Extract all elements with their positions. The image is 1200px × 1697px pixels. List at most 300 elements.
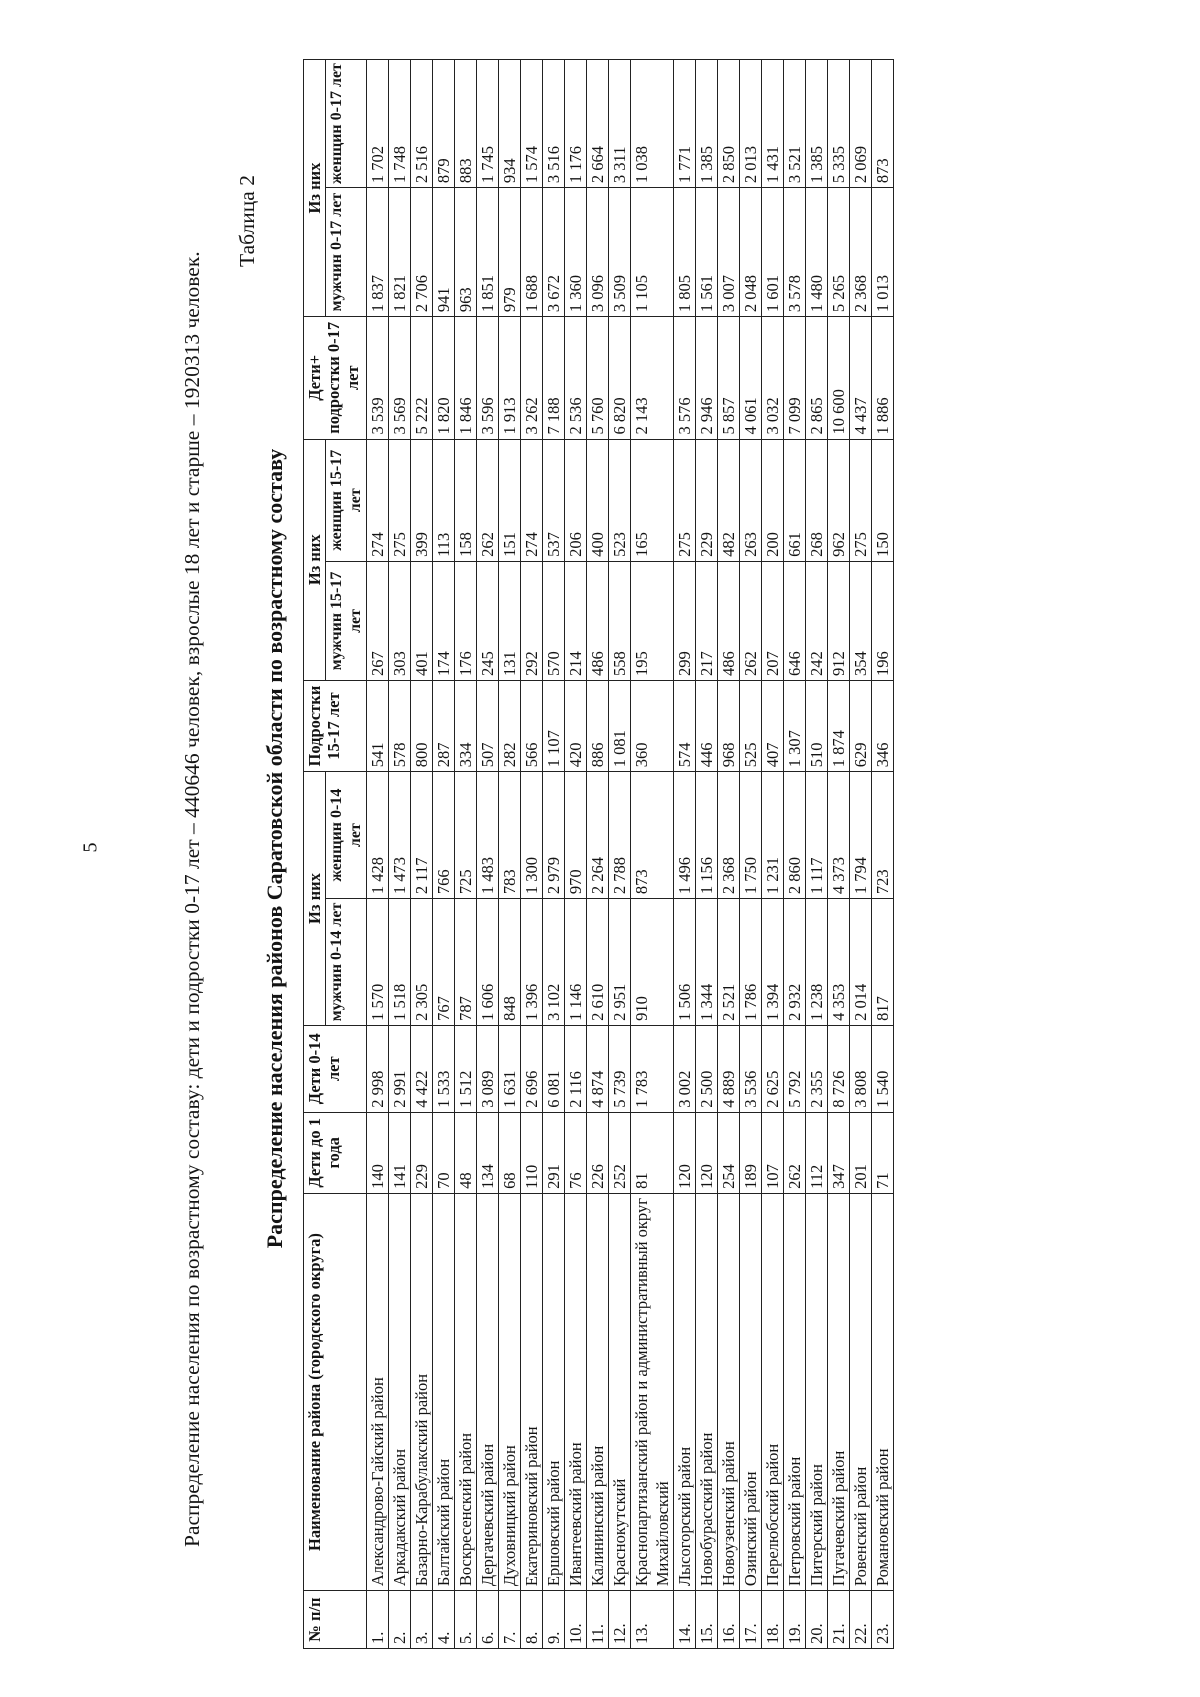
value-cell: 1 570 — [367, 899, 389, 1026]
value-cell: 1 081 — [609, 680, 631, 771]
value-cell: 113 — [433, 439, 455, 561]
value-cell: 287 — [433, 680, 455, 771]
value-cell: 112 — [806, 1112, 828, 1193]
value-cell: 10 600 — [828, 317, 850, 439]
value-cell: 1 561 — [696, 188, 718, 317]
row-number: 12. — [609, 1591, 631, 1649]
district-name: Краснокутский — [609, 1193, 631, 1590]
value-cell: 767 — [433, 899, 455, 1026]
value-cell: 1 512 — [455, 1025, 477, 1112]
value-cell: 848 — [499, 899, 521, 1026]
table-row — [850, 60, 872, 1649]
value-cell: 1 913 — [499, 317, 521, 439]
table-row — [477, 60, 499, 1649]
value-cell: 4 437 — [850, 317, 872, 439]
district-name: Воскресенский район — [455, 1193, 477, 1590]
table-row — [587, 60, 609, 1649]
value-cell: 934 — [499, 60, 521, 188]
value-cell: 3 032 — [762, 317, 784, 439]
row-number: 18. — [762, 1591, 784, 1649]
value-cell: 3 089 — [477, 1025, 499, 1112]
value-cell: 1 107 — [543, 680, 565, 771]
value-cell: 151 — [499, 439, 521, 561]
value-cell: 574 — [674, 680, 696, 771]
value-cell: 800 — [411, 680, 433, 771]
header-boys-0-14: мужчин 0-14 лет — [326, 899, 367, 1026]
value-cell: 962 — [828, 439, 850, 561]
value-cell: 254 — [718, 1112, 740, 1193]
value-cell: 140 — [367, 1112, 389, 1193]
header-boys-0-17: мужчин 0-17 лет — [326, 188, 367, 317]
value-cell: 226 — [587, 1112, 609, 1193]
value-cell: 107 — [762, 1112, 784, 1193]
page-number: 5 — [79, 842, 102, 853]
value-cell: 446 — [696, 680, 718, 771]
value-cell: 979 — [499, 188, 521, 317]
value-cell: 347 — [828, 1112, 850, 1193]
value-cell: 2 536 — [565, 317, 587, 439]
value-cell: 1 606 — [477, 899, 499, 1026]
value-cell: 2 264 — [587, 772, 609, 899]
district-name: Питерский район — [806, 1193, 828, 1590]
district-name: Лысогорский район — [674, 1193, 696, 1590]
table-row — [872, 60, 894, 1649]
value-cell: 6 820 — [609, 317, 631, 439]
value-cell: 970 — [565, 772, 587, 899]
value-cell: 1 540 — [872, 1025, 894, 1112]
value-cell: 81 — [631, 1112, 674, 1193]
value-cell: 134 — [477, 1112, 499, 1193]
value-cell: 274 — [367, 439, 389, 561]
table-row — [762, 60, 784, 1649]
district-name: Балтайский район — [433, 1193, 455, 1590]
value-cell: 1 428 — [367, 772, 389, 899]
value-cell: 268 — [806, 439, 828, 561]
value-cell: 263 — [740, 439, 762, 561]
table-row — [565, 60, 587, 1649]
value-cell: 1 231 — [762, 772, 784, 899]
value-cell: 3 096 — [587, 188, 609, 317]
header-girls-0-14: женщин 0-14 лет — [326, 772, 367, 899]
value-cell: 1 146 — [565, 899, 587, 1026]
row-number: 21. — [828, 1591, 850, 1649]
value-cell: 570 — [543, 561, 565, 680]
value-cell: 1 307 — [784, 680, 806, 771]
table-row — [609, 60, 631, 1649]
district-name: Петровский район — [784, 1193, 806, 1590]
intro-paragraph: Распределение населения по возрастному составу: дети и подростки 0-17 лет – 440646 человек, взрослые 18 лет и старше – 1920313 человек. — [180, 251, 204, 1547]
value-cell: 71 — [872, 1112, 894, 1193]
value-cell: 5 335 — [828, 60, 850, 188]
value-cell: 1 533 — [433, 1025, 455, 1112]
table-row — [367, 60, 389, 1649]
table-row — [433, 60, 455, 1649]
value-cell: 1 013 — [872, 188, 894, 317]
district-name: Ивантеевский район — [565, 1193, 587, 1590]
district-name: Духовницкий район — [499, 1193, 521, 1590]
value-cell: 131 — [499, 561, 521, 680]
value-cell: 1 473 — [389, 772, 411, 899]
value-cell: 910 — [631, 899, 674, 1026]
value-cell: 566 — [521, 680, 543, 771]
value-cell: 399 — [411, 439, 433, 561]
district-name: Краснопартизанский район и административный округ Михайловский — [631, 1193, 674, 1590]
table-row — [784, 60, 806, 1649]
value-cell: 661 — [784, 439, 806, 561]
value-cell: 2 014 — [850, 899, 872, 1026]
value-cell: 1 851 — [477, 188, 499, 317]
value-cell: 879 — [433, 60, 455, 188]
value-cell: 1 794 — [850, 772, 872, 899]
value-cell: 275 — [674, 439, 696, 561]
value-cell: 262 — [740, 561, 762, 680]
table-row — [718, 60, 740, 1649]
district-name: Романовский район — [872, 1193, 894, 1590]
value-cell: 195 — [631, 561, 674, 680]
value-cell: 407 — [762, 680, 784, 771]
value-cell: 1 821 — [389, 188, 411, 317]
population-table — [303, 59, 894, 1649]
district-name: Новоузенский район — [718, 1193, 740, 1590]
value-cell: 68 — [499, 1112, 521, 1193]
table-row — [806, 60, 828, 1649]
value-cell: 578 — [389, 680, 411, 771]
value-cell: 110 — [521, 1112, 543, 1193]
value-cell: 3 536 — [740, 1025, 762, 1112]
district-name: Базарно-Карабулакский район — [411, 1193, 433, 1590]
row-number: 1. — [367, 1591, 389, 1649]
value-cell: 2 521 — [718, 899, 740, 1026]
value-cell: 2 610 — [587, 899, 609, 1026]
value-cell: 2 305 — [411, 899, 433, 1026]
value-cell: 292 — [521, 561, 543, 680]
value-cell: 120 — [696, 1112, 718, 1193]
value-cell: 3 516 — [543, 60, 565, 188]
value-cell: 1 117 — [806, 772, 828, 899]
value-cell: 2 013 — [740, 60, 762, 188]
value-cell: 1 874 — [828, 680, 850, 771]
value-cell: 2 516 — [411, 60, 433, 188]
value-cell: 299 — [674, 561, 696, 680]
value-cell: 2 368 — [718, 772, 740, 899]
table-row — [455, 60, 477, 1649]
value-cell: 2 991 — [389, 1025, 411, 1112]
value-cell: 70 — [433, 1112, 455, 1193]
row-number: 11. — [587, 1591, 609, 1649]
value-cell: 189 — [740, 1112, 762, 1193]
row-number: 13. — [631, 1591, 674, 1649]
value-cell: 76 — [565, 1112, 587, 1193]
value-cell: 1 396 — [521, 899, 543, 1026]
value-cell: 1 886 — [872, 317, 894, 439]
value-cell: 245 — [477, 561, 499, 680]
district-name: Аркадакский район — [389, 1193, 411, 1590]
value-cell: 229 — [696, 439, 718, 561]
table-row — [389, 60, 411, 1649]
value-cell: 3 539 — [367, 317, 389, 439]
header-children: Дети 0-14 лет — [304, 1025, 367, 1112]
table-number: Таблица 2 — [235, 175, 259, 267]
value-cell: 2 788 — [609, 772, 631, 899]
value-cell: 1 506 — [674, 899, 696, 1026]
value-cell: 1 385 — [806, 60, 828, 188]
value-cell: 174 — [433, 561, 455, 680]
value-cell: 303 — [389, 561, 411, 680]
value-cell: 3 576 — [674, 317, 696, 439]
district-name: Александрово-Гайский район — [367, 1193, 389, 1590]
value-cell: 3 521 — [784, 60, 806, 188]
value-cell: 883 — [455, 60, 477, 188]
value-cell: 629 — [850, 680, 872, 771]
value-cell: 873 — [631, 772, 674, 899]
value-cell: 1 750 — [740, 772, 762, 899]
value-cell: 3 509 — [609, 188, 631, 317]
value-cell: 2 979 — [543, 772, 565, 899]
row-number: 20. — [806, 1591, 828, 1649]
value-cell: 783 — [499, 772, 521, 899]
value-cell: 262 — [477, 439, 499, 561]
table-row — [499, 60, 521, 1649]
value-cell: 8 726 — [828, 1025, 850, 1112]
row-number: 10. — [565, 1591, 587, 1649]
value-cell: 201 — [850, 1112, 872, 1193]
value-cell: 1 238 — [806, 899, 828, 1026]
value-cell: 1 745 — [477, 60, 499, 188]
value-cell: 1 837 — [367, 188, 389, 317]
row-number: 7. — [499, 1591, 521, 1649]
header-infants: Дети до 1 года — [304, 1112, 367, 1193]
value-cell: 275 — [850, 439, 872, 561]
value-cell: 229 — [411, 1112, 433, 1193]
value-cell: 262 — [784, 1112, 806, 1193]
value-cell: 4 422 — [411, 1025, 433, 1112]
table-row — [696, 60, 718, 1649]
header-teens: Подростки 15-17 лет — [304, 680, 367, 771]
value-cell: 2 117 — [411, 772, 433, 899]
header-girls-15-17: женщин 15-17 лет — [326, 439, 367, 561]
district-name: Ершовский район — [543, 1193, 565, 1590]
value-cell: 120 — [674, 1112, 696, 1193]
value-cell: 2 946 — [696, 317, 718, 439]
value-cell: 354 — [850, 561, 872, 680]
value-cell: 2 069 — [850, 60, 872, 188]
value-cell: 2 706 — [411, 188, 433, 317]
value-cell: 3 672 — [543, 188, 565, 317]
value-cell: 1 431 — [762, 60, 784, 188]
district-name: Пугачевский район — [828, 1193, 850, 1590]
value-cell: 1 574 — [521, 60, 543, 188]
value-cell: 1 360 — [565, 188, 587, 317]
value-cell: 206 — [565, 439, 587, 561]
value-cell: 196 — [872, 561, 894, 680]
value-cell: 2 048 — [740, 188, 762, 317]
value-cell: 1 518 — [389, 899, 411, 1026]
value-cell: 1 480 — [806, 188, 828, 317]
value-cell: 523 — [609, 439, 631, 561]
value-cell: 525 — [740, 680, 762, 771]
value-cell: 5 760 — [587, 317, 609, 439]
row-number: 15. — [696, 1591, 718, 1649]
row-number: 2. — [389, 1591, 411, 1649]
value-cell: 334 — [455, 680, 477, 771]
value-cell: 242 — [806, 561, 828, 680]
row-number: 9. — [543, 1591, 565, 1649]
value-cell: 482 — [718, 439, 740, 561]
value-cell: 1 105 — [631, 188, 674, 317]
value-cell: 150 — [872, 439, 894, 561]
value-cell: 3 002 — [674, 1025, 696, 1112]
value-cell: 541 — [367, 680, 389, 771]
value-cell: 1 156 — [696, 772, 718, 899]
value-cell: 346 — [872, 680, 894, 771]
district-name: Калининский район — [587, 1193, 609, 1590]
value-cell: 4 874 — [587, 1025, 609, 1112]
district-name: Ровенский район — [850, 1193, 872, 1590]
value-cell: 2 951 — [609, 899, 631, 1026]
row-number: 8. — [521, 1591, 543, 1649]
value-cell: 1 820 — [433, 317, 455, 439]
header-name: Наименование района (городского округа) — [304, 1193, 367, 1590]
value-cell: 1 496 — [674, 772, 696, 899]
value-cell: 510 — [806, 680, 828, 771]
row-number: 4. — [433, 1591, 455, 1649]
value-cell: 7 099 — [784, 317, 806, 439]
value-cell: 3 102 — [543, 899, 565, 1026]
value-cell: 4 353 — [828, 899, 850, 1026]
value-cell: 274 — [521, 439, 543, 561]
value-cell: 282 — [499, 680, 521, 771]
value-cell: 401 — [411, 561, 433, 680]
value-cell: 1 631 — [499, 1025, 521, 1112]
value-cell: 1 176 — [565, 60, 587, 188]
value-cell: 2 932 — [784, 899, 806, 1026]
value-cell: 3 007 — [718, 188, 740, 317]
value-cell: 558 — [609, 561, 631, 680]
table-body — [367, 60, 894, 1649]
district-name: Дергачевский район — [477, 1193, 499, 1590]
value-cell: 723 — [872, 772, 894, 899]
row-number: 22. — [850, 1591, 872, 1649]
row-number: 3. — [411, 1591, 433, 1649]
value-cell: 912 — [828, 561, 850, 680]
value-cell: 158 — [455, 439, 477, 561]
district-name: Екатериновский район — [521, 1193, 543, 1590]
value-cell: 400 — [587, 439, 609, 561]
header-children-teens: Дети+ подростки 0-17 лет — [304, 317, 367, 439]
value-cell: 787 — [455, 899, 477, 1026]
value-cell: 48 — [455, 1112, 477, 1193]
value-cell: 1 394 — [762, 899, 784, 1026]
row-number: 14. — [674, 1591, 696, 1649]
row-number: 6. — [477, 1591, 499, 1649]
value-cell: 4 889 — [718, 1025, 740, 1112]
value-cell: 1 786 — [740, 899, 762, 1026]
value-cell: 217 — [696, 561, 718, 680]
district-name: Перелюбский район — [762, 1193, 784, 1590]
value-cell: 486 — [587, 561, 609, 680]
value-cell: 507 — [477, 680, 499, 771]
value-cell: 766 — [433, 772, 455, 899]
value-cell: 2 664 — [587, 60, 609, 188]
table-row — [740, 60, 762, 1649]
district-name: Озинский район — [740, 1193, 762, 1590]
row-number: 19. — [784, 1591, 806, 1649]
row-number: 17. — [740, 1591, 762, 1649]
table-row — [828, 60, 850, 1649]
header-girls-0-17: женщин 0-17 лет — [326, 60, 367, 188]
header-num: № п/п — [304, 1591, 367, 1649]
value-cell: 291 — [543, 1112, 565, 1193]
value-cell: 2 368 — [850, 188, 872, 317]
value-cell: 1 771 — [674, 60, 696, 188]
value-cell: 5 792 — [784, 1025, 806, 1112]
value-cell: 3 569 — [389, 317, 411, 439]
value-cell: 1 385 — [696, 60, 718, 188]
value-cell: 252 — [609, 1112, 631, 1193]
value-cell: 5 739 — [609, 1025, 631, 1112]
value-cell: 5 222 — [411, 317, 433, 439]
value-cell: 2 500 — [696, 1025, 718, 1112]
value-cell: 1 702 — [367, 60, 389, 188]
value-cell: 646 — [784, 561, 806, 680]
row-number: 16. — [718, 1591, 740, 1649]
value-cell: 200 — [762, 439, 784, 561]
header-boys-15-17: мужчин 15-17 лет — [326, 561, 367, 680]
value-cell: 214 — [565, 561, 587, 680]
value-cell: 963 — [455, 188, 477, 317]
value-cell: 2 625 — [762, 1025, 784, 1112]
value-cell: 207 — [762, 561, 784, 680]
value-cell: 2 850 — [718, 60, 740, 188]
value-cell: 1 846 — [455, 317, 477, 439]
value-cell: 873 — [872, 60, 894, 188]
value-cell: 3 808 — [850, 1025, 872, 1112]
value-cell: 3 596 — [477, 317, 499, 439]
value-cell: 1 805 — [674, 188, 696, 317]
row-number: 23. — [872, 1591, 894, 1649]
value-cell: 176 — [455, 561, 477, 680]
value-cell: 537 — [543, 439, 565, 561]
value-cell: 267 — [367, 561, 389, 680]
value-cell: 141 — [389, 1112, 411, 1193]
value-cell: 817 — [872, 899, 894, 1026]
district-name: Новобурасский район — [696, 1193, 718, 1590]
row-number: 5. — [455, 1591, 477, 1649]
value-cell: 2 143 — [631, 317, 674, 439]
value-cell: 420 — [565, 680, 587, 771]
value-cell: 886 — [587, 680, 609, 771]
value-cell: 1 344 — [696, 899, 718, 1026]
value-cell: 5 857 — [718, 317, 740, 439]
value-cell: 1 483 — [477, 772, 499, 899]
value-cell: 1 038 — [631, 60, 674, 188]
value-cell: 5 265 — [828, 188, 850, 317]
value-cell: 3 311 — [609, 60, 631, 188]
value-cell: 1 748 — [389, 60, 411, 188]
table-row — [411, 60, 433, 1649]
value-cell: 3 262 — [521, 317, 543, 439]
value-cell: 968 — [718, 680, 740, 771]
table-row — [521, 60, 543, 1649]
value-cell: 2 355 — [806, 1025, 828, 1112]
header-of-them-2: Из них — [304, 439, 326, 680]
value-cell: 2 998 — [367, 1025, 389, 1112]
table-row — [674, 60, 696, 1649]
value-cell: 2 865 — [806, 317, 828, 439]
value-cell: 1 601 — [762, 188, 784, 317]
value-cell: 275 — [389, 439, 411, 561]
value-cell: 1 300 — [521, 772, 543, 899]
